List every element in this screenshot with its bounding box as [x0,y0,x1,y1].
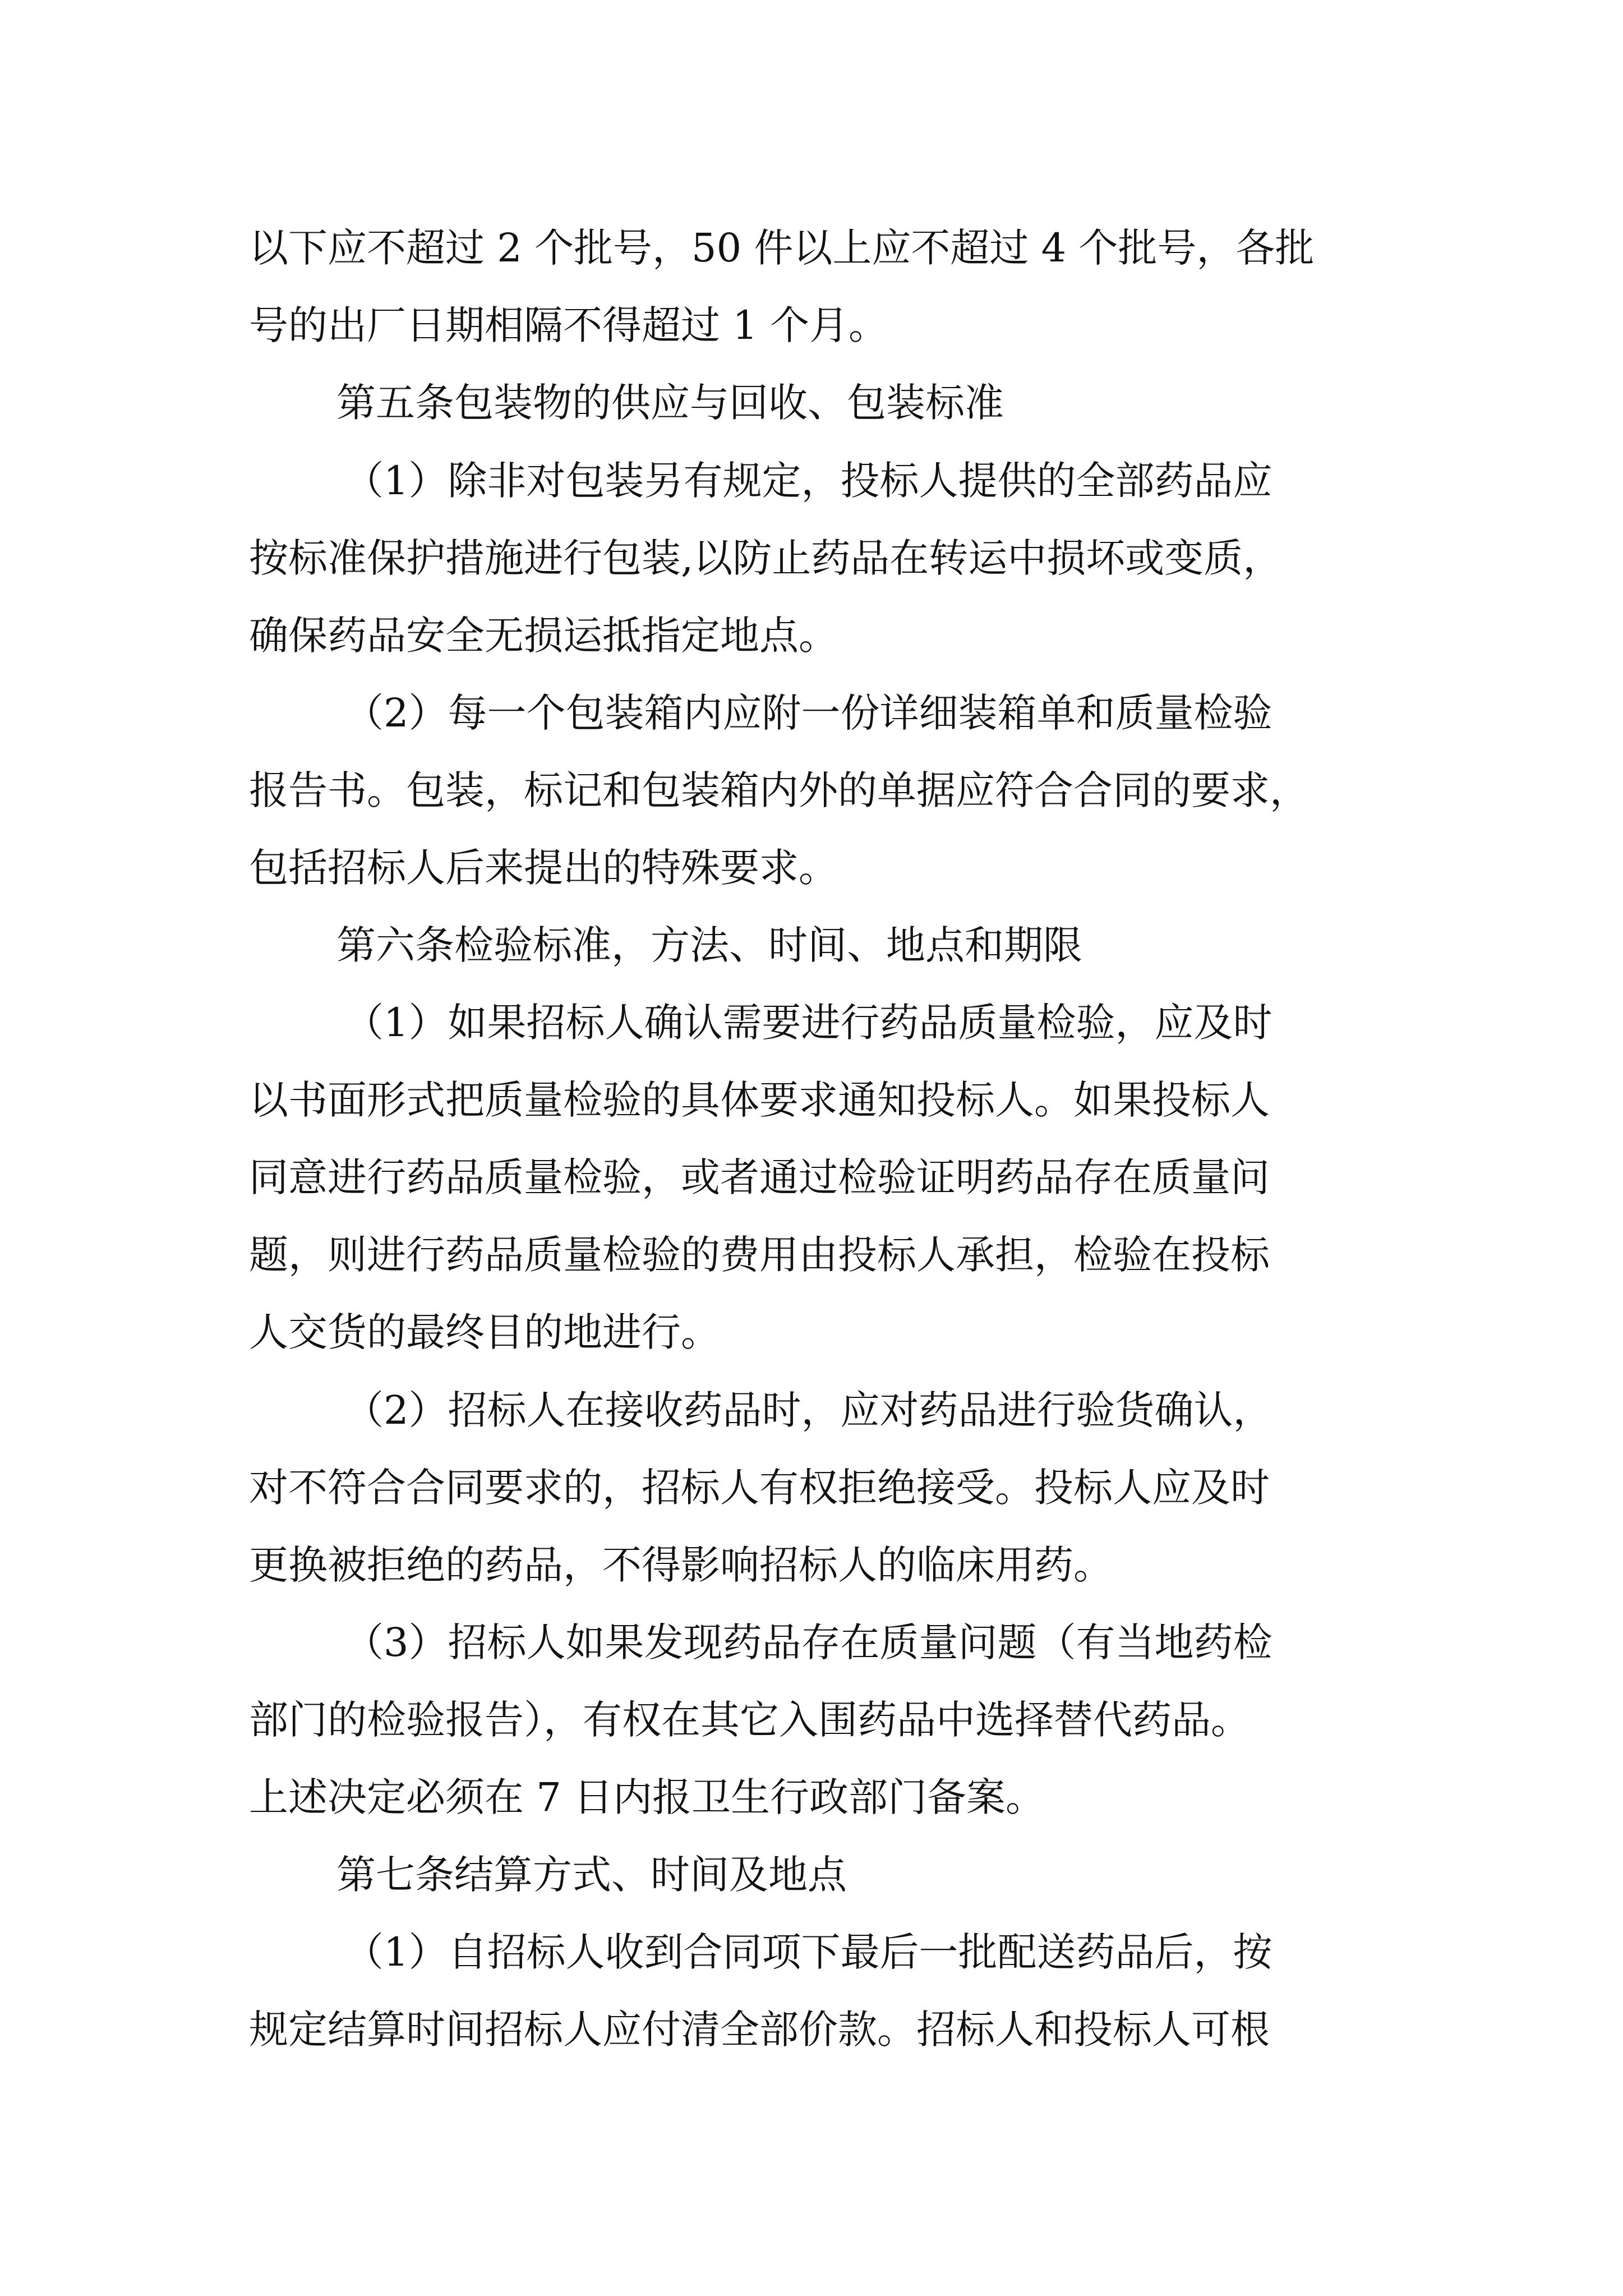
text-line-2: 号的出厂日期相隔不得超过 1 个月。 [249,302,888,348]
text-line-8: 报告书。包装，标记和包装箱内外的单据应符合合同的要求， [249,767,1309,813]
section-heading-5: 第五条包装物的供应与回收、包装标准 [336,380,1004,426]
text-line-18: 更换被拒绝的药品，不得影响招标人的临床用药。 [249,1542,1113,1588]
text-line-16: （2）招标人在接收药品时，应对药品进行验货确认， [344,1387,1272,1433]
text-line-21: 上述决定必须在 7 日内报卫生行政部门备案。 [249,1774,1045,1820]
text-line-6: 确保药品安全无损运抵指定地点。 [249,613,838,659]
text-line-24: 规定结算时间招标人应付清全部价款。招标人和投标人可根 [249,2007,1270,2053]
text-line-17: 对不符合合同要求的，招标人有权拒绝接受。投标人应及时 [249,1465,1270,1511]
text-line-1: 以下应不超过 2 个批号，50 件以上应不超过 4 个批号，各批 [249,225,1315,271]
section-heading-6: 第六条检验标准，方法、时间、地点和期限 [336,922,1082,968]
text-line-19: （3）招标人如果发现药品存在质量问题（有当地药检 [344,1619,1272,1665]
text-line-7: （2）每一个包装箱内应附一份详细装箱单和质量检验 [344,690,1272,736]
text-line-15: 人交货的最终目的地进行。 [249,1309,720,1355]
text-line-11: （1）如果招标人确认需要进行药品质量检验，应及时 [344,1000,1272,1046]
text-line-20: 部门的检验报告），有权在其它入围药品中选择替代药品。 [249,1697,1250,1743]
text-line-23: （1）自招标人收到合同项下最后一批配送药品后，按 [344,1929,1272,1975]
text-line-13: 同意进行药品质量检验，或者通过检验证明药品存在质量问 [249,1154,1270,1200]
text-line-12: 以书面形式把质量检验的具体要求通知投标人。如果投标人 [249,1077,1270,1123]
text-line-9: 包括招标人后来提出的特殊要求。 [249,845,838,891]
section-heading-7: 第七条结算方式、时间及地点 [336,1852,847,1898]
text-line-4: （1）除非对包装另有规定，投标人提供的全部药品应 [344,458,1272,504]
text-line-14: 题，则进行药品质量检验的费用由投标人承担，检验在投标 [249,1232,1270,1278]
text-line-5: 按标准保护措施进行包装,以防止药品在转运中损坏或变质， [249,535,1283,581]
